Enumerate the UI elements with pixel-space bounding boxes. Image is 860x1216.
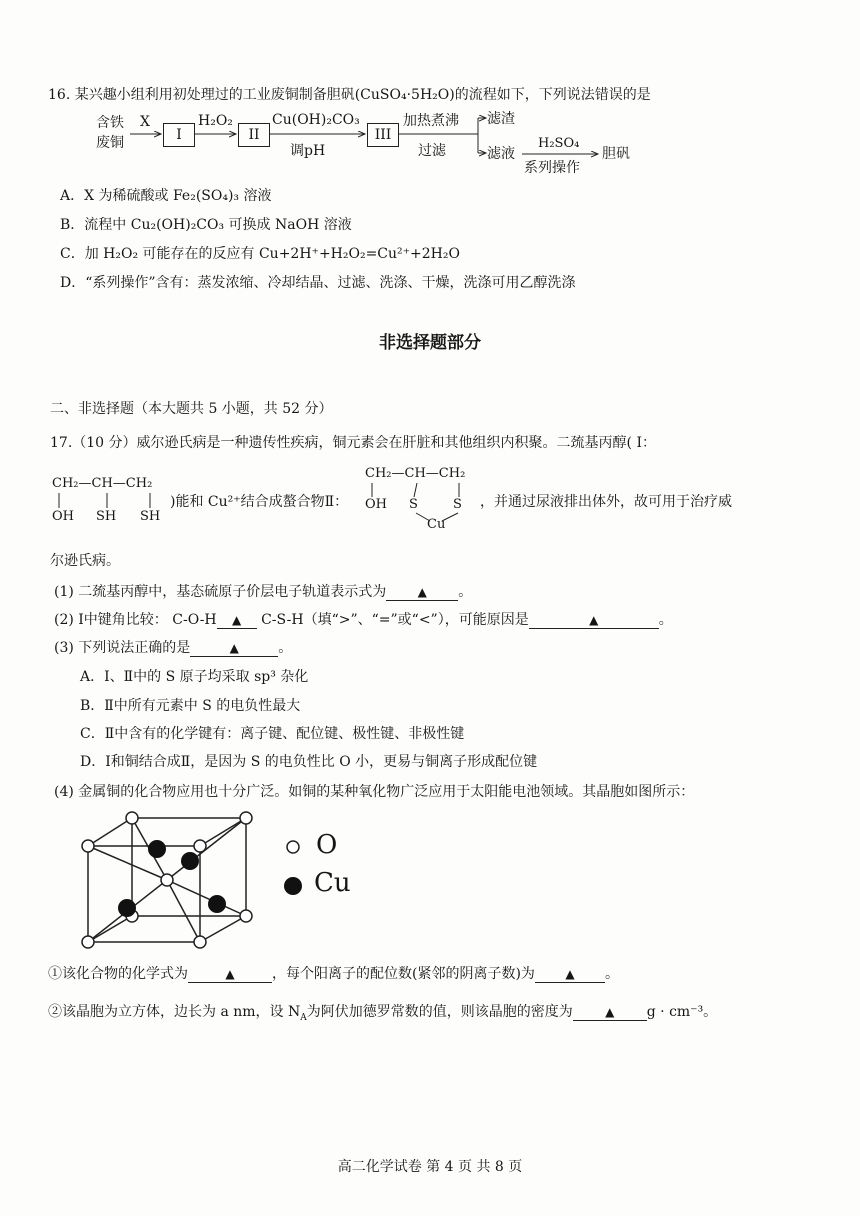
- q17-sub4-1-blank-2[interactable]: [535, 966, 605, 983]
- q16-option-b: B．流程中 Cu₂(OH)₂CO₃ 可换成 NaOH 溶液: [60, 217, 352, 233]
- q17-middle-text: )能和 Cu²⁺结合成螯合物Ⅱ：: [170, 494, 349, 510]
- structure-2-oh: OH: [365, 497, 387, 512]
- blank-marker: ▲: [589, 613, 599, 627]
- blank-marker: ▲: [229, 641, 239, 655]
- q17-sub2: [54, 609, 673, 629]
- q17-sub1: [54, 581, 472, 601]
- q16-option-c: C．加 H₂O₂ 可能存在的反应有 Cu+2H⁺+H₂O₂=Cu²⁺+2H₂O: [60, 246, 460, 262]
- q16-option-a: A．X 为稀硫酸或 Fe₂(SO₄)₃ 溶液: [60, 188, 272, 204]
- q17-sub3-option-d: D．Ⅰ和铜结合成Ⅱ，是因为 S 的电负性比 O 小，更易与铜离子形成配位键: [80, 754, 538, 770]
- flow-start-bottom: 废铜: [96, 135, 124, 151]
- flow-residue: 滤渣: [487, 111, 515, 127]
- q17-sub1-text: (1) 二巯基丙醇中，基态硫原子价层电子轨道表示式为: [54, 584, 387, 600]
- q17-sub4-2-text-b: 为阿伏加德罗常数的值，则该晶胞的密度为: [306, 1004, 573, 1020]
- structure-1-sh1: SH: [96, 509, 117, 524]
- flow-arrow5-bottom: 系列操作: [524, 160, 580, 176]
- blank-marker: ▲: [225, 967, 235, 981]
- q17-sub4-1-text-b: ，每个阳离子的配位数(紧邻的阴离子数)为: [272, 966, 535, 982]
- q17-continuation: 尔逊氏病。: [50, 553, 120, 569]
- legend-cu-label: Cu: [314, 868, 351, 898]
- flow-box-2: II: [238, 123, 270, 147]
- blank-marker: ▲: [417, 585, 427, 599]
- q17-sub1-end: 。: [458, 584, 473, 600]
- q17-sub2-text-a: (2) Ⅰ中键角比较： C-O-H: [54, 612, 217, 628]
- structure-1-chain: CH₂—CH—CH₂: [52, 476, 153, 491]
- flow-start-top: 含铁: [96, 115, 124, 131]
- q16-option-d: D．“系列操作”含有：蒸发浓缩、冷却结晶、过滤、洗涤、干燥，洗涤可用乙醇洗涤: [60, 275, 576, 291]
- section-title: 非选择题部分: [379, 333, 481, 353]
- flow-filtrate: 滤液: [487, 146, 515, 162]
- q17-sub3-blank[interactable]: [190, 640, 278, 657]
- flow-product: 胆矾: [602, 146, 630, 162]
- flow-arrow3-bottom: 调pH: [290, 143, 326, 159]
- flow-arrow2-label: H₂O₂: [198, 113, 233, 129]
- q17-sub1-blank[interactable]: [386, 584, 458, 601]
- q17-sub2-blank-2[interactable]: [529, 612, 659, 629]
- structure-2-s2: S: [453, 497, 462, 512]
- q17-sub4-1-blank-1[interactable]: [188, 966, 272, 983]
- q17-sub2-end: 。: [658, 612, 673, 628]
- flow-arrow5-top: H₂SO₄: [538, 136, 580, 151]
- q17-sub4-2-text-a: ②该晶胞为立方体，边长为 a nm，设 N: [48, 1004, 301, 1020]
- q17-sub4: (4) 金属铜的化合物应用也十分广泛。如铜的某种氧化物广泛应用于太阳能电池领域。其晶胞如图所示：: [54, 784, 695, 800]
- q17-intro: 17.（10 分）威尔逊氏病是一种遗传性疾病，铜元素会在肝脏和其他组织内积聚。二巯基丙醇( I：: [50, 435, 656, 451]
- q17-sub4-2: [48, 1001, 717, 1023]
- structure-2-cu: Cu: [427, 517, 446, 532]
- page-footer: 高二化学试卷 第 4 页 共 8 页: [337, 1159, 523, 1175]
- q17-tail-text: ，并通过尿液排出体外，故可用于治疗威: [480, 494, 732, 510]
- flow-arrow1-label: X: [140, 114, 150, 130]
- flow-arrow4-bottom: 过滤: [418, 143, 446, 159]
- q17-sub3-text: (3) 下列说法正确的是: [54, 640, 191, 656]
- q17-sub3-option-c: C．Ⅱ中含有的化学键有：离子键、配位键、极性键、非极性键: [80, 726, 465, 742]
- flow-box-1: I: [163, 123, 195, 147]
- q17-sub2-blank-1[interactable]: [217, 612, 257, 629]
- structure-2-chain: CH₂—CH—CH₂: [365, 466, 466, 481]
- structure-2-s1: S: [409, 497, 418, 512]
- q17-sub3: [54, 637, 292, 657]
- structure-1-oh: OH: [52, 509, 74, 524]
- q17-sub4-1: [48, 963, 619, 983]
- question-16-stem: 16. 某兴趣小组利用初处理过的工业废铜制备胆矾(CuSO₄·5H₂O)的流程如下，下列说法错误的是: [48, 87, 651, 103]
- q17-sub2-text-b: C-S-H（填“>”、“=”或“<”），可能原因是: [256, 612, 529, 628]
- q17-sub4-2-unit: g · cm⁻³。: [646, 1004, 718, 1020]
- q17-sub3-end: 。: [278, 640, 293, 656]
- q17-sub4-1-end: 。: [604, 966, 619, 982]
- q17-sub4-2-subscript: A: [300, 1012, 307, 1023]
- section-2-heading: 二、非选择题（本大题共 5 小题，共 52 分）: [50, 401, 333, 417]
- flow-arrow4-top: 加热煮沸: [403, 113, 459, 129]
- structure-2-bonds: [0, 0, 500, 540]
- q17-sub3-option-b: B．Ⅱ中所有元素中 S 的电负性最大: [80, 698, 301, 714]
- structure-1-sh2: SH: [140, 509, 161, 524]
- q17-sub4-1-text-a: ①该化合物的化学式为: [48, 966, 188, 982]
- flow-box-3: III: [367, 123, 399, 147]
- q17-sub3-option-a: A．Ⅰ、Ⅱ中的 S 原子均采取 sp³ 杂化: [80, 669, 309, 685]
- flow-arrow3-top: Cu(OH)₂CO₃: [272, 112, 360, 128]
- legend-o-label: O: [316, 830, 338, 860]
- blank-marker: ▲: [232, 613, 242, 627]
- blank-marker: ▲: [565, 967, 575, 981]
- blank-marker: ▲: [605, 1005, 615, 1019]
- q17-sub4-2-blank[interactable]: [573, 1004, 647, 1021]
